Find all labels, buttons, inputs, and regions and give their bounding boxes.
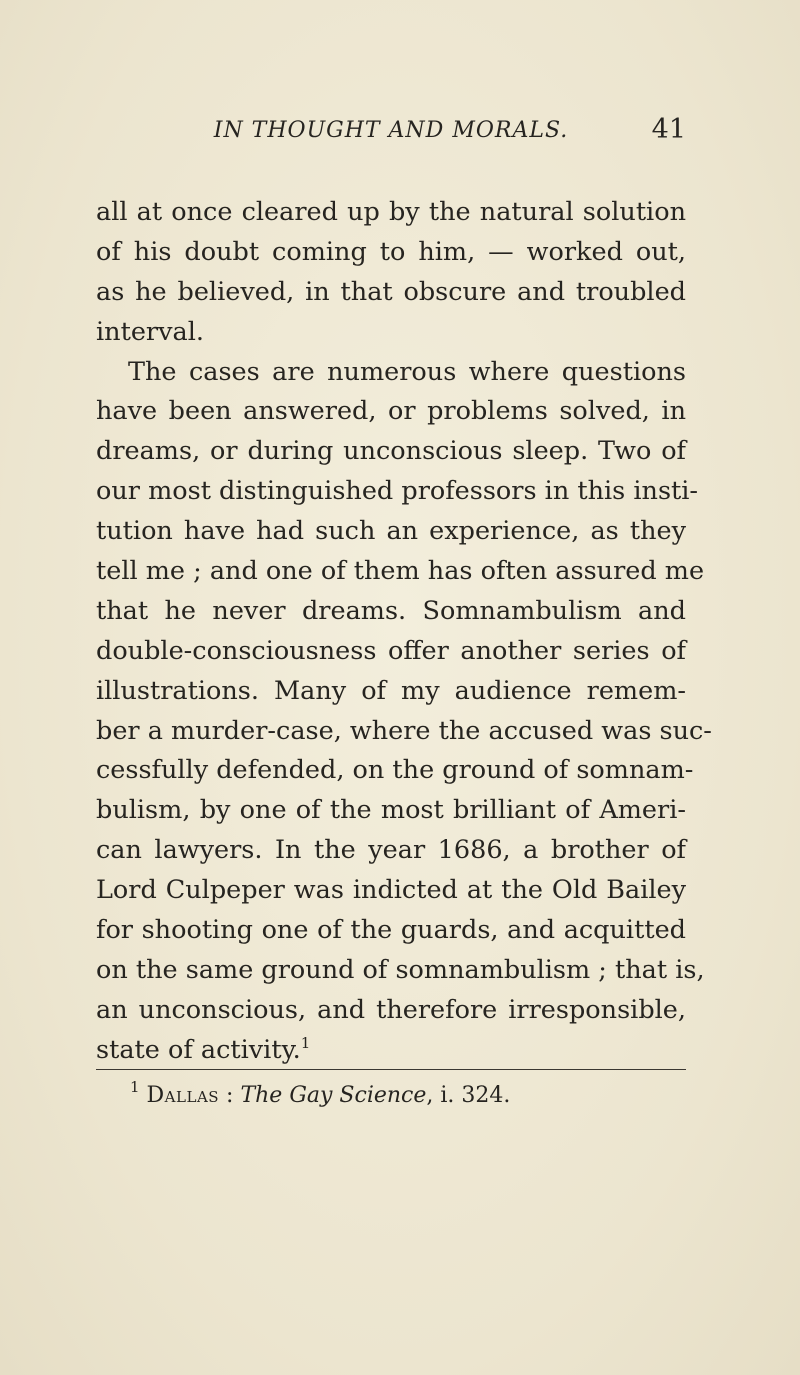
text-line: that he never dreams. Somnambulism and bbox=[96, 595, 686, 626]
footnote-author: Dallas bbox=[146, 1083, 220, 1108]
text-line: double-consciousness offer another series of bbox=[96, 635, 686, 666]
text-line: an unconscious, and therefore irresponsible, bbox=[96, 994, 686, 1025]
text-line: our most distinguished professors in this insti- bbox=[96, 476, 699, 507]
text-line: of his doubt coming to him, — worked out, bbox=[96, 236, 686, 267]
body-text bbox=[96, 193, 712, 1071]
footnote-reference[interactable]: 1 bbox=[300, 1033, 311, 1052]
text-line: interval. bbox=[96, 316, 204, 347]
text-line: illustrations. Many of my audience remem- bbox=[96, 675, 686, 706]
text-line: The cases are numerous where questions bbox=[128, 356, 686, 387]
footnote-separator: : bbox=[219, 1083, 241, 1108]
footnote-marker: 1 bbox=[130, 1078, 140, 1096]
text-line: for shooting one of the guards, and acquitted bbox=[96, 915, 686, 946]
text-line: dreams, or during unconscious sleep. Two of bbox=[96, 436, 686, 467]
text-line: have been answered, or problems solved, in bbox=[96, 396, 686, 427]
text-line: bulism, by one of the most brilliant of Ameri- bbox=[96, 795, 686, 826]
text-line: as he believed, in that obscure and troubled bbox=[96, 276, 686, 307]
text-line: Lord Culpeper was indicted at the Old Bailey bbox=[96, 875, 686, 906]
running-head bbox=[96, 114, 686, 158]
running-title: IN THOUGHT AND MORALS. bbox=[213, 118, 569, 143]
page-number: 41 bbox=[651, 114, 686, 145]
text-line: tell me ; and one of them has often assured me bbox=[96, 556, 705, 587]
text-line: on the same ground of somnambulism ; that is, bbox=[96, 954, 705, 985]
footnote bbox=[130, 1078, 511, 1108]
footnote-citation: , i. 324. bbox=[426, 1083, 511, 1108]
footnote-title: The Gay Science bbox=[240, 1083, 427, 1108]
text-line: tution have had such an experience, as they bbox=[96, 516, 686, 547]
text-line: cessfully defended, on the ground of somnam- bbox=[96, 755, 694, 786]
footnote-rule bbox=[96, 1069, 686, 1070]
text-line: ber a murder-case, where the accused was suc- bbox=[96, 715, 712, 746]
text-line-last bbox=[96, 1031, 686, 1071]
text-line: all at once cleared up by the natural solution bbox=[96, 197, 686, 227]
text-line-content: state of activity. bbox=[96, 1034, 301, 1065]
text-line: can lawyers. In the year 1686, a brother of bbox=[96, 835, 686, 866]
